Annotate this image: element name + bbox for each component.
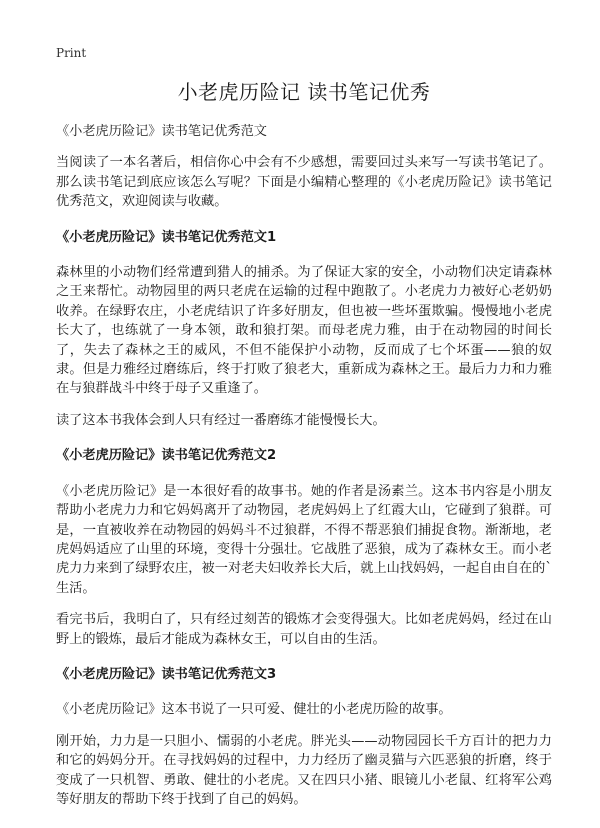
section-2-paragraph-2: 看完书后，我明白了，只有经过刻苦的锻炼才会变得强大。比如老虎妈妈，经过在山野上的锻炼，最后才能成为森林女王，可以自由的生活。	[56, 612, 552, 647]
print-link[interactable]: Print	[56, 46, 87, 60]
section-3-paragraph-2: 刚开始，力力是一只胆小、懦弱的小老虎。胖光头——动物园园长千方百计的把力力和它的妈妈分开。在寻找妈妈的过程中，力力经历了幽灵猫与六匹恶狼的折磨，终于变成了一只机智、勇敢、健壮的小老虎。又在四只小猪、眼镜儿小老鼠、红将军公鸡等好朋友的帮助下终于找到了自己的妈妈。	[56, 733, 552, 807]
section-heading-1: 《小老虎历险记》读书笔记优秀范文1	[56, 229, 277, 245]
section-3-paragraph-1: 《小老虎历险记》这本书说了一只可爱、健壮的小老虎历险的故事。	[56, 702, 452, 718]
section-1-paragraph-1: 森林里的小动物们经常遭到猎人的捕杀。为了保证大家的安全，小动物们决定请森林之王来帮忙。动物园里的两只老虎在运输的过程中跑散了。小老虎力力被好心老奶奶收养。在绿野农庄，小老虎结识了许多好朋友，但也被一些坏蛋欺骗。慢慢地小老虎长大了，也练就了一身本领，敢和狼打架。而母老虎力雅，由于在动物园的时间长了，失去了森林之王的威风，不但不能保护小动物，反而成了七个坏蛋——狼的奴隶。但是力雅经过磨练后，终于打败了狼老大，重新成为森林之王。最后力力和力雅在与狼群战斗中终于母子又重逢了。	[56, 265, 552, 397]
intro-line: 《小老虎历险记》读书笔记优秀范文	[56, 124, 267, 139]
section-1-paragraph-2: 读了这本书我体会到人只有经过一番磨练才能慢慢长大。	[56, 412, 386, 428]
section-heading-2: 《小老虎历险记》读书笔记优秀范文2	[56, 448, 277, 464]
document-body	[56, 122, 552, 809]
section-heading-3: 《小老虎历险记》读书笔记优秀范文3	[56, 666, 277, 682]
page-title: 小老虎历险记 读书笔记优秀	[177, 80, 431, 104]
section-2-paragraph-1: 《小老虎历险记》是一本很好看的故事书。她的作者是汤素兰。这本书内容是小朋友帮助小老虎力力和它妈妈离开了动物园，老虎妈妈上了红霞大山，它碰到了狼群。可是，一直被收养在动物园的妈妈斗不过狼群，不得不帮恶狼们捕捉食物。渐渐地，老虎妈妈适应了山里的环境，变得十分强壮。它战胜了恶狼，成为了森林女王。而小老虎力力来到了绿野农庄，被一对老夫妇收养长大后，就上山找妈妈，一起自由自在的`生活。	[56, 483, 552, 596]
intro-paragraph: 当阅读了一本名著后，相信你心中会有不少感想，需要回过头来写一写读书笔记了。那么读书笔记到底应该怎么写呢？下面是小编精心整理的《小老虎历险记》读书笔记优秀范文，欢迎阅读与收藏。	[56, 155, 552, 210]
